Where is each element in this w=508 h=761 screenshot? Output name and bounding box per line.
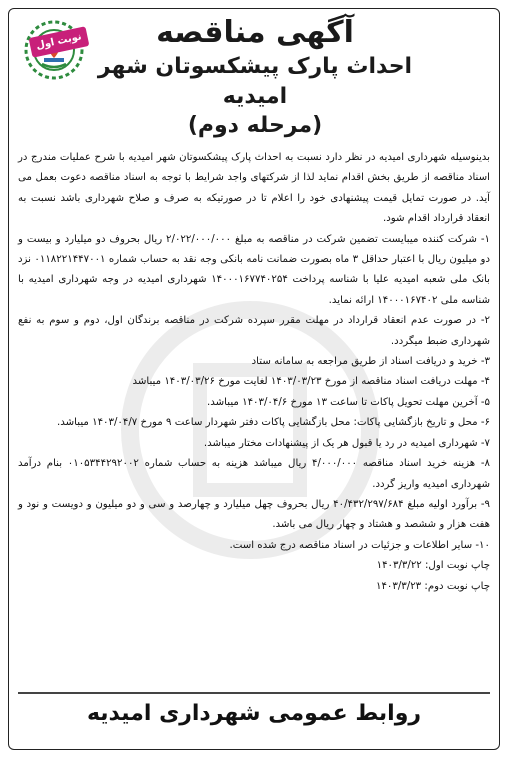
notice-item: ۳- خرید و دریافت اسناد از طریق مراجعه به سامانه ستاد — [251, 356, 490, 368]
notice-item: ۲- در صورت عدم انعقاد قرارداد در مهلت مقرر سپرده شرکت در مناقصه برندگان اول، دوم و سوم به نفع شهرداری ضبط میگردد. — [18, 315, 490, 347]
notice-item: ۸- هزینه خرید اسناد مناقصه ۴/۰۰۰/۰۰۰ ریال میباشد هزینه به حساب شماره ۰۱۰۵۳۴۴۲۹۲۰۰۲ بنام درآمد شهرداری امیدیه واریز گردد. — [18, 458, 491, 490]
notice-item: ۴- مهلت دریافت اسناد مناقصه از مورخ ۱۴۰۳/۰۳/۲۳ لغایت مورخ ۱۴۰۳/۰۳/۲۶ میباشد — [132, 376, 490, 388]
notice-item: ۱- شرکت کننده میبایست تضمین شرکت در مناقصه به مبلغ ۲/۰۲۲/۰۰۰/۰۰۰ ریال بحروف دو میلیارد و بیست و دو میلیون ریال با اعتبار حداقل ۳ ماه بصورت ضمانت نامه بانکی وجه نقد به حساب شماره ۰۱۱۸۲۲۱۴۴۷۰۰۱ نزد بانک ملی شعبه امیدیه علیا با شناسه پرداخت ۱۴۰۰۰۱۶۷۷۴۰۲۵۴ شهرداری امیدیه در وجه شهرداری امیدیه با شناسه ملی ۱۴۰۰۰۱۶۷۴۰۲ ارائه نماید. — [18, 233, 491, 306]
footer-divider — [18, 692, 490, 694]
footer-signature: روابط عمومی شهرداری امیدیه — [86, 701, 422, 726]
notice-subtitle: احداث پارک پیشکسوتان شهر امیدیه — [97, 54, 413, 109]
notice-item: ۱۰- سایر اطلاعات و جزئیات در اسناد مناقصه درج شده است. — [229, 539, 490, 551]
print-date-second: چاپ نوبت دوم: ۱۴۰۳/۳/۲۳ — [375, 580, 490, 592]
notice-item: ۵- آخرین مهلت تحویل پاکات تا ساعت ۱۳ مورخ ۱۴۰۳/۰۴/۶ میباشد. — [207, 396, 490, 408]
notice-item: ۹- برآورد اولیه مبلغ ۴۰/۴۳۲/۲۹۷/۶۸۴ ریال بحروف چهل میلیارد و چهارصد و سی و دو میلیون و دویست و نود و هفت هزار و ششصد و هشتاد و چهار ریال می باشد. — [18, 498, 490, 531]
notice-item: ۶- محل و تاریخ بازگشایی پاکات: محل بازگشایی پاکات دفتر شهردار ساعت ۹ مورخ ۱۴۰۳/۰۴/۷ میباشد. — [57, 417, 490, 429]
notice-intro: بدینوسیله شهرداری امیدیه در نظر دارد نسبت به احداث پارک پیشکسوتان شهر امیدیه با شرح عملیات مندرج در اسناد مناقصه از طریق بخش اقدام نماید لذا از شرکتهای واجد شرایط با توجه به اسناد مناقصه دعوت بعمل می آید. در صورت تمایل قیمت پیشنهادی خود را اعلام تا در صورتیکه به صرف و صلاح شهرداری باشد نسبت به انعقاد قرارداد اقدام شود. — [18, 152, 490, 225]
notice-item: ۷- شهرداری امیدیه در رد یا قبول هر یک از پیشنهادات مختار میباشد. — [203, 437, 490, 449]
notice-stage: (مرحله دوم) — [187, 113, 323, 138]
first-print-badge: نوبت اول — [29, 26, 90, 58]
notice-title: آگهی مناقصه — [156, 15, 354, 50]
notice-title-block — [90, 14, 420, 140]
notice-body — [18, 148, 490, 597]
print-date-first: چاپ نوبت اول: ۱۴۰۳/۳/۲۲ — [376, 560, 490, 572]
